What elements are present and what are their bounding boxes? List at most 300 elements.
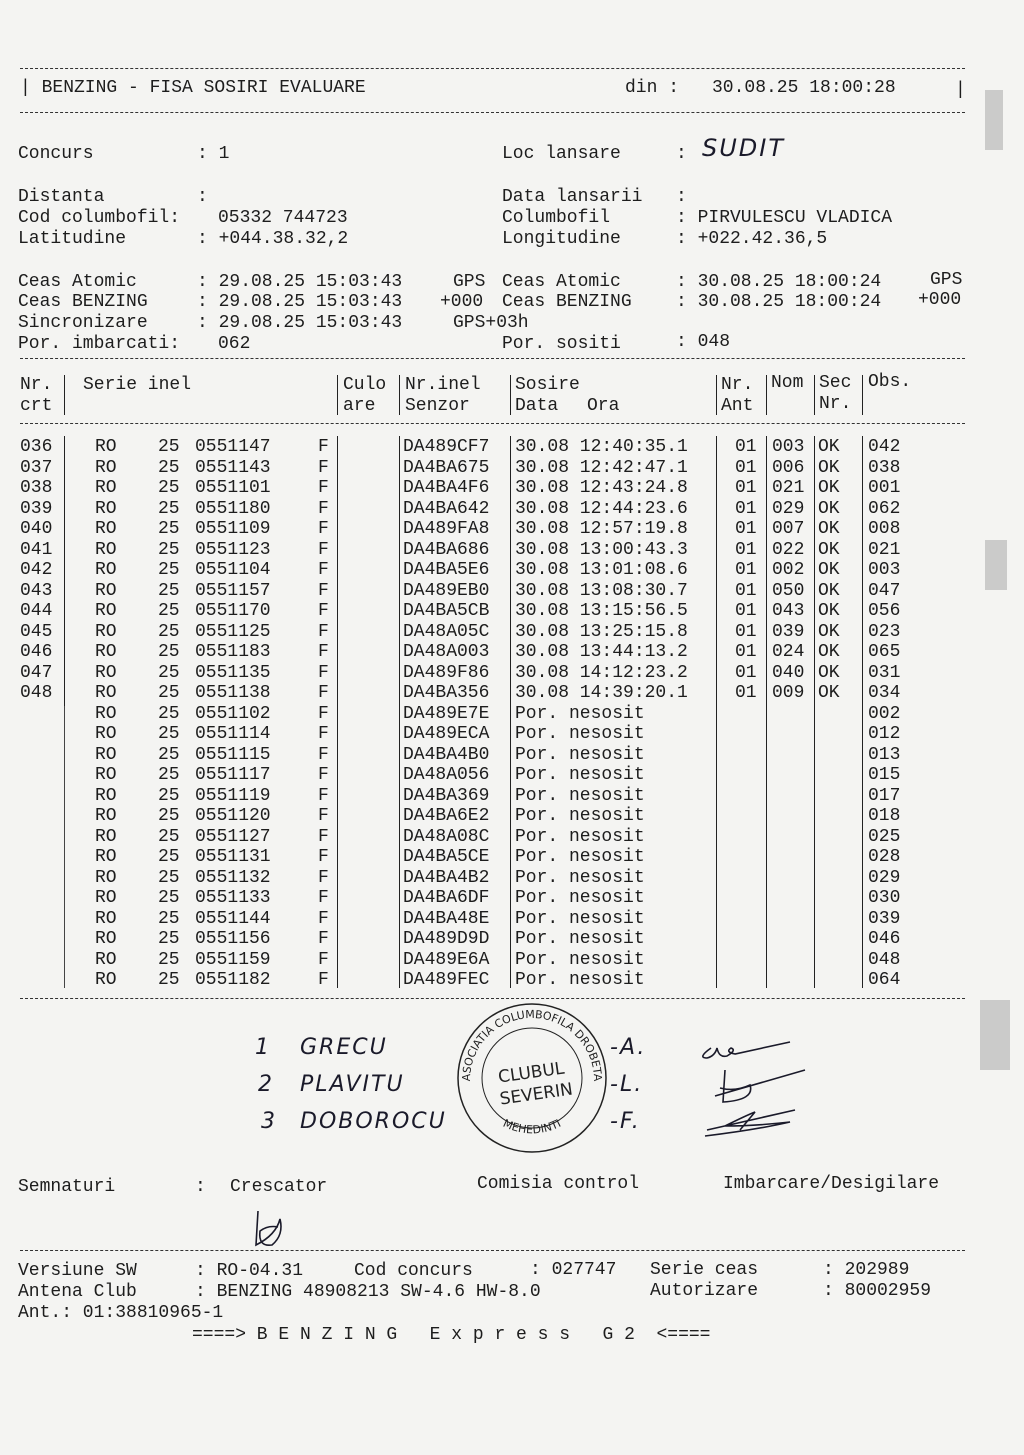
arrival-time: Por. nesosit xyxy=(515,929,645,949)
ring-year: 25 xyxy=(158,888,180,908)
sensor-id: DA489F86 xyxy=(403,662,490,683)
observation: 023 xyxy=(868,621,901,642)
arrival-time: 30.08 12:57:19.8 xyxy=(515,519,688,539)
cod-columbofil-label: Cod columbofil: xyxy=(18,208,181,228)
autorizare-value: : 80002959 xyxy=(823,1281,932,1301)
arrival-time: Por. nesosit xyxy=(515,847,645,867)
ring-country: RO xyxy=(95,949,117,970)
cod-columbofil-value: 05332 744723 xyxy=(218,208,348,228)
scan-artifact xyxy=(980,1000,1010,1070)
sensor-id: DA489FEC xyxy=(403,970,490,990)
sensor-id: DA489CF7 xyxy=(403,437,490,457)
divider xyxy=(20,423,965,424)
security-status: OK xyxy=(818,457,840,478)
ring-number: 0551101 xyxy=(195,478,271,498)
nomination: 002 xyxy=(772,560,805,580)
observation: 025 xyxy=(868,826,901,847)
ceas-benzing-end: : 30.08.25 18:00:24 xyxy=(676,292,882,312)
ring-number: 0551143 xyxy=(195,457,271,478)
member-number: 2 xyxy=(258,1072,274,1097)
antenna-number: 01 xyxy=(735,539,757,560)
observation: 017 xyxy=(868,785,901,806)
pigeon-sex: F xyxy=(318,867,329,888)
nomination: 021 xyxy=(772,478,805,498)
sensor-id: DA489FA8 xyxy=(403,519,490,539)
data-lansarii-value: : xyxy=(676,187,687,207)
security-status: OK xyxy=(818,539,840,560)
sensor-id: DA4BA356 xyxy=(403,683,490,703)
ring-country: RO xyxy=(95,970,117,990)
sincronizare-suffix: GPS+03h xyxy=(453,313,529,333)
ring-country: RO xyxy=(95,888,117,908)
observation: 021 xyxy=(868,539,901,560)
observation: 039 xyxy=(868,908,901,929)
ring-country: RO xyxy=(95,806,117,826)
table-row-arrived xyxy=(0,663,1000,683)
column-separator xyxy=(716,375,717,415)
ceas-benzing-end-suffix: +000 xyxy=(918,290,962,310)
ring-country: RO xyxy=(95,908,117,929)
member-initial: -F. xyxy=(610,1109,641,1134)
col-nr-header-2: crt xyxy=(20,396,53,416)
concurs-label: Concurs xyxy=(18,144,94,164)
column-separator xyxy=(766,375,767,415)
column-separator xyxy=(814,375,815,415)
pigeon-sex: F xyxy=(318,601,329,621)
ring-year: 25 xyxy=(158,785,180,806)
ring-country: RO xyxy=(95,703,117,724)
table-row-not-arrived xyxy=(0,868,1000,888)
ring-number: 0551120 xyxy=(195,806,271,826)
observation: 030 xyxy=(868,888,901,908)
table-row-not-arrived xyxy=(0,724,1000,744)
nomination: 024 xyxy=(772,642,805,662)
ring-number: 0551127 xyxy=(195,826,271,847)
security-status: OK xyxy=(818,498,840,519)
table-row-arrived xyxy=(0,437,1000,457)
ring-country: RO xyxy=(95,519,117,539)
arrival-time: Por. nesosit xyxy=(515,806,645,826)
ring-year: 25 xyxy=(158,929,180,949)
col-culoare-header-2: are xyxy=(343,396,376,416)
sensor-id: DA4BA4F6 xyxy=(403,478,490,498)
cod-concurs-label: Cod concurs xyxy=(354,1261,473,1281)
antenna-number: 01 xyxy=(735,498,757,519)
arrival-time: Por. nesosit xyxy=(515,785,645,806)
ring-country: RO xyxy=(95,867,117,888)
scan-artifact xyxy=(985,90,1003,150)
pigeon-sex: F xyxy=(318,703,329,724)
antenna-number: 01 xyxy=(735,580,757,601)
arrival-time: 30.08 13:01:08.6 xyxy=(515,560,688,580)
observation: 018 xyxy=(868,806,901,826)
security-status: OK xyxy=(818,621,840,642)
security-status: OK xyxy=(818,560,840,580)
col-sosire-header: Sosire xyxy=(515,375,580,395)
table-row-arrived xyxy=(0,478,1000,498)
row-number: 038 xyxy=(20,478,53,498)
observation: 047 xyxy=(868,580,901,601)
observation: 031 xyxy=(868,662,901,683)
ring-year: 25 xyxy=(158,560,180,580)
arrival-time: Por. nesosit xyxy=(515,744,645,765)
concurs-value: : 1 xyxy=(197,144,230,164)
row-number: 036 xyxy=(20,437,53,457)
divider xyxy=(20,1250,965,1251)
table-row-not-arrived xyxy=(0,806,1000,826)
ring-number: 0551132 xyxy=(195,867,271,888)
antenna-id: Ant.: 01:38810965-1 xyxy=(18,1303,224,1323)
ring-number: 0551156 xyxy=(195,929,271,949)
antena-label: Antena Club xyxy=(18,1282,137,1302)
security-status: OK xyxy=(818,601,840,621)
row-number: 047 xyxy=(20,662,53,683)
ring-number: 0551114 xyxy=(195,724,271,744)
member-initial: -L. xyxy=(610,1072,644,1097)
data-lansarii-label: Data lansarii xyxy=(502,187,643,207)
ring-number: 0551147 xyxy=(195,437,271,457)
nomination: 007 xyxy=(772,519,805,539)
ring-year: 25 xyxy=(158,908,180,929)
ring-year: 25 xyxy=(158,478,180,498)
observation: 002 xyxy=(868,703,901,724)
ring-year: 25 xyxy=(158,683,180,703)
ceas-benzing-label: Ceas BENZING xyxy=(18,292,148,312)
col-nr-header: Nr. xyxy=(20,375,53,395)
ceas-atomic-end: : 30.08.25 18:00:24 xyxy=(676,272,882,292)
imbarcati-label: Por. imbarcati: xyxy=(18,334,181,354)
observation: 038 xyxy=(868,457,901,478)
ring-year: 25 xyxy=(158,580,180,601)
divider xyxy=(20,112,965,113)
observation: 028 xyxy=(868,847,901,867)
ceas-atomic-label-end: Ceas Atomic xyxy=(502,272,621,292)
table-row-arrived xyxy=(0,581,1000,601)
sensor-id: DA489E6A xyxy=(403,949,490,970)
ring-year: 25 xyxy=(158,847,180,867)
member-number: 1 xyxy=(255,1035,271,1060)
ring-country: RO xyxy=(95,601,117,621)
antenna-number: 01 xyxy=(735,519,757,539)
antena-value: : BENZING 48908213 SW-4.6 HW-8.0 xyxy=(195,1282,541,1302)
column-separator xyxy=(399,375,400,415)
ring-number: 0551144 xyxy=(195,908,271,929)
ring-number: 0551125 xyxy=(195,621,271,642)
ring-number: 0551180 xyxy=(195,498,271,519)
benzing-banner: ====> B E N Z I N G E x p r e s s G 2 <==== xyxy=(192,1325,711,1345)
loc-lansare-label: Loc lansare xyxy=(502,144,621,164)
distanta-label: Distanta xyxy=(18,187,105,207)
column-separator xyxy=(510,375,511,415)
ring-year: 25 xyxy=(158,519,180,539)
table-row-arrived xyxy=(0,683,1000,703)
antenna-number: 01 xyxy=(735,457,757,478)
pigeon-sex: F xyxy=(318,683,329,703)
antenna-number: 01 xyxy=(735,683,757,703)
col-senzor-header: Nr.inel xyxy=(405,375,481,395)
ring-year: 25 xyxy=(158,601,180,621)
member-name: GRECU xyxy=(300,1035,388,1060)
crescator-label: Crescator xyxy=(230,1177,328,1197)
pigeon-sex: F xyxy=(318,478,329,498)
security-status: OK xyxy=(818,580,840,601)
sensor-id: DA48A003 xyxy=(403,642,490,662)
comisia-label: Comisia control xyxy=(477,1174,640,1194)
col-sec-header: Sec xyxy=(819,373,852,393)
col-ant-header: Nr. xyxy=(721,375,754,395)
pigeon-sex: F xyxy=(318,498,329,519)
ring-year: 25 xyxy=(158,703,180,724)
nomination: 043 xyxy=(772,601,805,621)
ring-country: RO xyxy=(95,785,117,806)
crescator-signature xyxy=(250,1205,300,1250)
table-row-not-arrived xyxy=(0,786,1000,806)
arrival-time: 30.08 13:25:15.8 xyxy=(515,621,688,642)
col-obs-header: Obs. xyxy=(868,372,912,392)
observation: 015 xyxy=(868,765,901,785)
ring-country: RO xyxy=(95,621,117,642)
observation: 062 xyxy=(868,498,901,519)
observation: 046 xyxy=(868,929,901,949)
observation: 008 xyxy=(868,519,901,539)
ring-year: 25 xyxy=(158,806,180,826)
ring-year: 25 xyxy=(158,498,180,519)
ring-number: 0551102 xyxy=(195,703,271,724)
sensor-id: DA48A056 xyxy=(403,765,490,785)
col-ora-header: Ora xyxy=(587,396,620,416)
ring-number: 0551157 xyxy=(195,580,271,601)
arrival-time: Por. nesosit xyxy=(515,970,645,990)
observation: 042 xyxy=(868,437,901,457)
stamp-center-1: CLUBUL xyxy=(496,1058,566,1088)
table-row-not-arrived xyxy=(0,847,1000,867)
table-row-not-arrived xyxy=(0,745,1000,765)
table-row-arrived xyxy=(0,458,1000,478)
latitudine-value: : +044.38.32,2 xyxy=(197,229,349,249)
ceas-atomic-start-suffix: GPS xyxy=(453,272,486,292)
ring-number: 0551131 xyxy=(195,847,271,867)
sensor-id: DA4BA6DF xyxy=(403,888,490,908)
table-row-not-arrived xyxy=(0,929,1000,949)
columbofil-value: : PIRVULESCU VLADICA xyxy=(676,208,893,228)
security-status: OK xyxy=(818,642,840,662)
arrival-time: Por. nesosit xyxy=(515,826,645,847)
sensor-id: DA4BA369 xyxy=(403,785,490,806)
ring-number: 0551133 xyxy=(195,888,271,908)
pigeon-sex: F xyxy=(318,457,329,478)
row-number: 048 xyxy=(20,683,53,703)
arrival-time: 30.08 13:44:13.2 xyxy=(515,642,688,662)
sensor-id: DA4BA4B0 xyxy=(403,744,490,765)
ring-number: 0551104 xyxy=(195,560,271,580)
ceas-benzing-start-suffix: +000 xyxy=(440,292,484,312)
row-number: 040 xyxy=(20,519,53,539)
ring-country: RO xyxy=(95,826,117,847)
sensor-id: DA489E7E xyxy=(403,703,490,724)
sensor-id: DA48A05C xyxy=(403,621,490,642)
sensor-id: DA4BA6E2 xyxy=(403,806,490,826)
ceas-benzing-label-end: Ceas BENZING xyxy=(502,292,632,312)
ring-country: RO xyxy=(95,744,117,765)
sensor-id: DA489EB0 xyxy=(403,580,490,601)
autorizare-label: Autorizare xyxy=(650,1281,759,1301)
ring-country: RO xyxy=(95,642,117,662)
row-number: 043 xyxy=(20,580,53,601)
antenna-number: 01 xyxy=(735,601,757,621)
security-status: OK xyxy=(818,519,840,539)
sensor-id: DA4BA642 xyxy=(403,498,490,519)
pigeon-sex: F xyxy=(318,908,329,929)
arrival-time: 30.08 14:12:23.2 xyxy=(515,662,688,683)
imbarcati-value: 062 xyxy=(218,334,251,354)
row-number: 044 xyxy=(20,601,53,621)
divider xyxy=(20,358,965,359)
sositi-value: : 048 xyxy=(676,332,731,352)
table-row-not-arrived xyxy=(0,909,1000,929)
loc-lansare-handwritten: SUDIT xyxy=(702,134,786,162)
table-row-not-arrived xyxy=(0,970,1000,990)
nomination: 003 xyxy=(772,437,805,457)
col-ant-header-2: Ant xyxy=(721,396,754,416)
arrival-time: Por. nesosit xyxy=(515,765,645,785)
arrival-time: 30.08 13:00:43.3 xyxy=(515,539,688,560)
col-data-header: Data xyxy=(515,396,559,416)
semnaturi-label: Semnaturi xyxy=(18,1177,116,1197)
arrival-time: 30.08 14:39:20.1 xyxy=(515,683,688,703)
ring-number: 0551135 xyxy=(195,662,271,683)
club-stamp xyxy=(452,998,612,1158)
serie-ceas-label: Serie ceas xyxy=(650,1260,759,1280)
ring-year: 25 xyxy=(158,765,180,785)
sensor-id: DA4BA675 xyxy=(403,457,490,478)
table-row-arrived xyxy=(0,642,1000,662)
stamp-center-2: SEVERIN xyxy=(498,1079,575,1110)
arrival-time: 30.08 12:44:23.6 xyxy=(515,498,688,519)
versiune-label: Versiune SW xyxy=(18,1261,137,1281)
ring-country: RO xyxy=(95,683,117,703)
ring-number: 0551109 xyxy=(195,519,271,539)
arrival-time: 30.08 13:08:30.7 xyxy=(515,580,688,601)
pigeon-sex: F xyxy=(318,929,329,949)
ring-country: RO xyxy=(95,478,117,498)
col-serie-header: Serie inel xyxy=(83,375,192,395)
ceas-atomic-label: Ceas Atomic xyxy=(18,272,137,292)
ring-country: RO xyxy=(95,580,117,601)
ring-country: RO xyxy=(95,457,117,478)
pigeon-sex: F xyxy=(318,826,329,847)
sincronizare-value: : 29.08.25 15:03:43 xyxy=(197,313,403,333)
col-senzor-header-2: Senzor xyxy=(405,396,470,416)
pigeon-sex: F xyxy=(318,621,329,642)
row-number: 045 xyxy=(20,621,53,642)
ring-number: 0551183 xyxy=(195,642,271,662)
ring-number: 0551138 xyxy=(195,683,271,703)
pigeon-sex: F xyxy=(318,888,329,908)
pigeon-sex: F xyxy=(318,765,329,785)
semnaturi-colon: : xyxy=(195,1177,206,1197)
ring-year: 25 xyxy=(158,437,180,457)
table-row-not-arrived xyxy=(0,950,1000,970)
sensor-id: DA4BA5CB xyxy=(403,601,490,621)
pigeon-sex: F xyxy=(318,642,329,662)
ring-number: 0551115 xyxy=(195,744,271,765)
col-sec-header-2: Nr. xyxy=(819,394,852,414)
observation: 034 xyxy=(868,683,901,703)
pigeon-sex: F xyxy=(318,806,329,826)
observation: 029 xyxy=(868,867,901,888)
column-separator xyxy=(862,375,863,415)
print-date-label: din : xyxy=(625,78,680,98)
ring-year: 25 xyxy=(158,621,180,642)
antenna-number: 01 xyxy=(735,437,757,457)
pigeon-sex: F xyxy=(318,519,329,539)
versiune-value: : RO-04.31 xyxy=(195,1261,304,1281)
col-nom-header: Nom xyxy=(771,373,804,393)
member-name: PLAVITU xyxy=(300,1072,405,1097)
commission-signatures xyxy=(695,1030,815,1145)
table-row-arrived xyxy=(0,499,1000,519)
sensor-id: DA4BA48E xyxy=(403,908,490,929)
sensor-id: DA489D9D xyxy=(403,929,490,949)
member-name: DOBOROCU xyxy=(300,1109,447,1134)
pigeon-sex: F xyxy=(318,724,329,744)
observation: 001 xyxy=(868,478,901,498)
table-row-not-arrived xyxy=(0,765,1000,785)
ring-number: 0551117 xyxy=(195,765,271,785)
pigeon-sex: F xyxy=(318,662,329,683)
arrival-time: 30.08 12:43:24.8 xyxy=(515,478,688,498)
pigeon-sex: F xyxy=(318,785,329,806)
ring-country: RO xyxy=(95,437,117,457)
arrival-time: Por. nesosit xyxy=(515,724,645,744)
ring-country: RO xyxy=(95,560,117,580)
longitudine-label: Longitudine xyxy=(502,229,621,249)
pigeon-sex: F xyxy=(318,744,329,765)
table-row-arrived xyxy=(0,560,1000,580)
ring-year: 25 xyxy=(158,457,180,478)
table-row-arrived xyxy=(0,540,1000,560)
nomination: 029 xyxy=(772,498,805,519)
ring-number: 0551170 xyxy=(195,601,271,621)
ceas-atomic-start: : 29.08.25 15:03:43 xyxy=(197,272,403,292)
ring-number: 0551182 xyxy=(195,970,271,990)
sensor-id: DA4BA4B2 xyxy=(403,867,490,888)
cod-concurs-value: : 027747 xyxy=(530,1260,617,1280)
longitudine-value: : +022.42.36,5 xyxy=(676,229,828,249)
member-number: 3 xyxy=(261,1109,277,1134)
stamp-ring-top: ASOCIATIA COLUMBOFILA DROBETA xyxy=(459,1007,605,1082)
sositi-label: Por. sositi xyxy=(502,334,621,354)
table-row-not-arrived xyxy=(0,827,1000,847)
ceas-atomic-end-suffix: GPS xyxy=(930,270,963,290)
arrival-time: Por. nesosit xyxy=(515,703,645,724)
ring-country: RO xyxy=(95,847,117,867)
pigeon-sex: F xyxy=(318,949,329,970)
ring-year: 25 xyxy=(158,826,180,847)
ring-country: RO xyxy=(95,724,117,744)
pigeon-sex: F xyxy=(318,560,329,580)
arrival-time: Por. nesosit xyxy=(515,888,645,908)
ring-number: 0551123 xyxy=(195,539,271,560)
divider xyxy=(20,68,965,69)
sensor-id: DA4BA5CE xyxy=(403,847,490,867)
security-status: OK xyxy=(818,683,840,703)
arrival-time: Por. nesosit xyxy=(515,949,645,970)
antenna-number: 01 xyxy=(735,642,757,662)
arrival-time: 30.08 13:15:56.5 xyxy=(515,601,688,621)
observation: 003 xyxy=(868,560,901,580)
antenna-number: 01 xyxy=(735,478,757,498)
